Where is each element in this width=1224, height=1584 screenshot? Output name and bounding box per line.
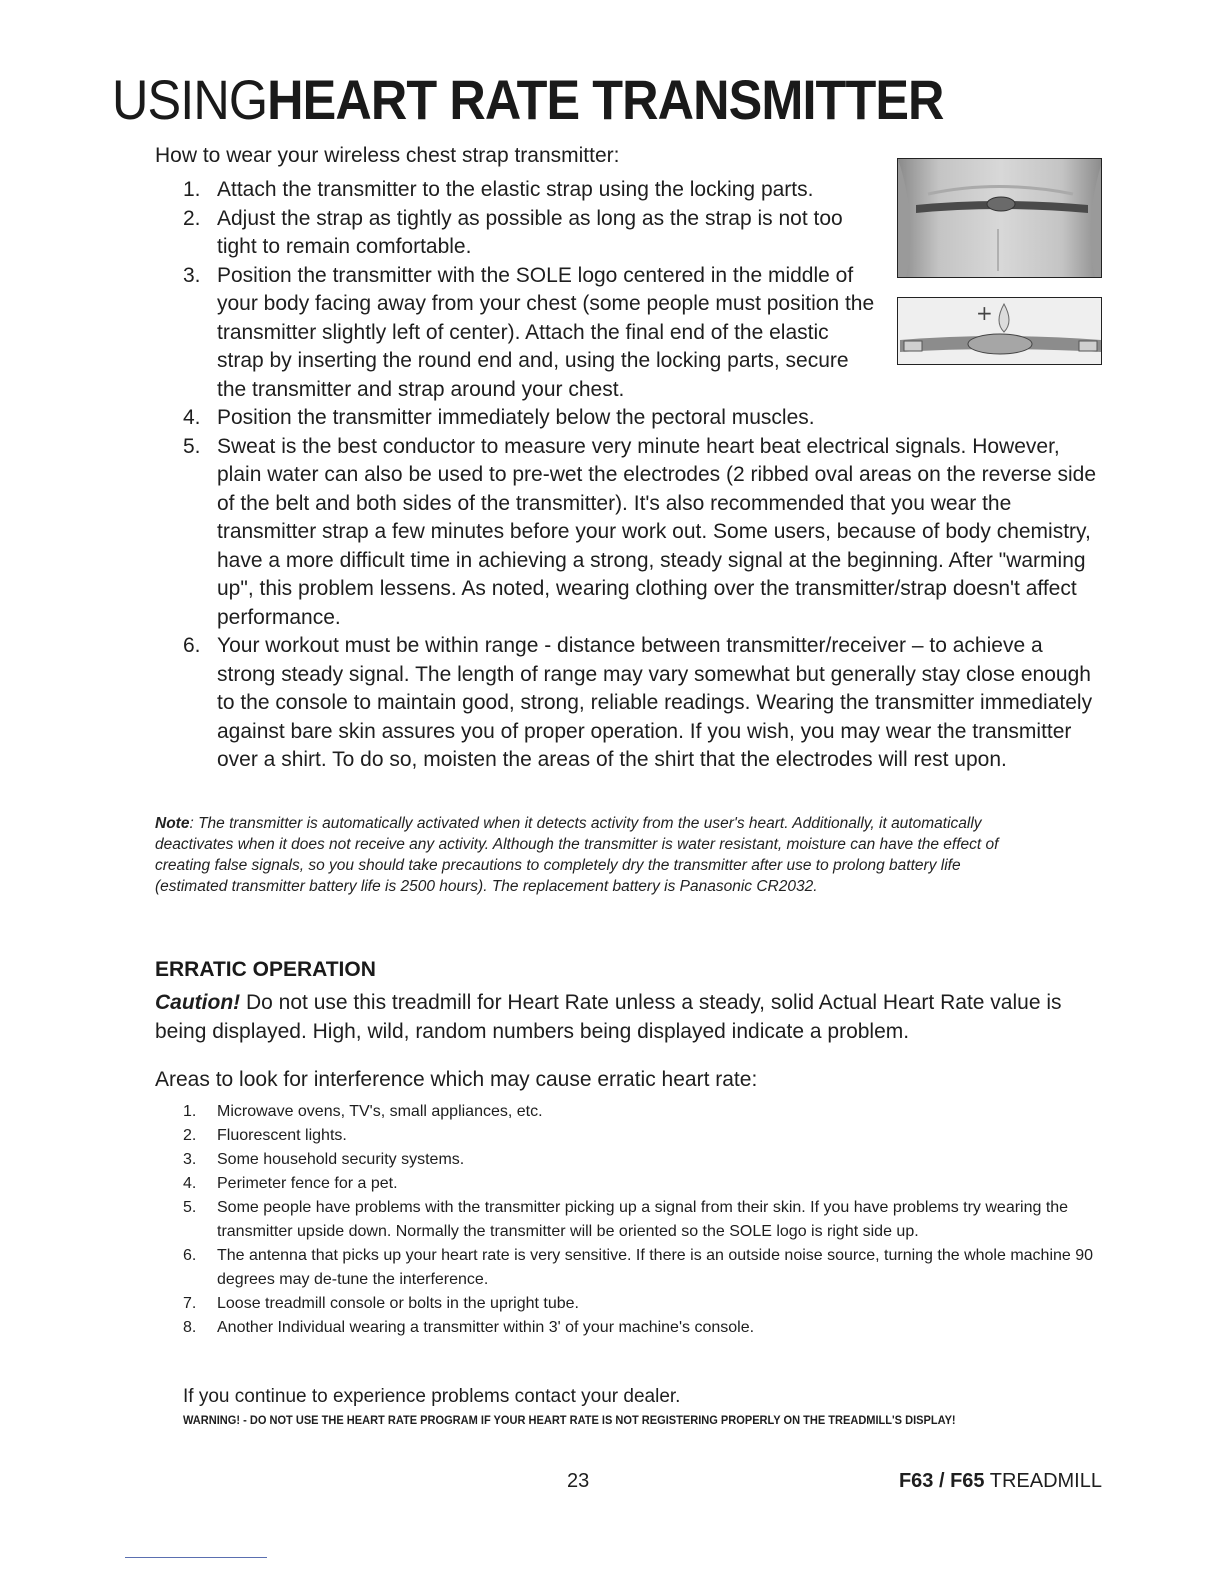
footer-rule bbox=[125, 1557, 267, 1558]
list-number: 1. bbox=[183, 178, 201, 201]
list-number: 3. bbox=[183, 263, 201, 287]
interference-intro: Areas to look for interference which may cause erratic heart rate: bbox=[155, 1068, 758, 1091]
plus-icon: + bbox=[976, 301, 993, 325]
list-text: Another Individual wearing a transmitter within 3' of your machine's console. bbox=[217, 1319, 755, 1336]
list-text: Perimeter fence for a pet. bbox=[217, 1175, 398, 1192]
note-paragraph bbox=[155, 813, 1035, 897]
list-number: 4. bbox=[183, 1175, 197, 1192]
title-bold: HEART RATE TRANSMITTER bbox=[267, 68, 944, 131]
list-item bbox=[155, 433, 1102, 633]
list-number: 1. bbox=[183, 1103, 197, 1120]
list-text: Fluorescent lights. bbox=[217, 1127, 347, 1144]
list-item bbox=[155, 1292, 1115, 1316]
list-text: Adjust the strap as tightly as possible as long as the strap is not too tight to remain comfortable. bbox=[217, 206, 843, 258]
list-item bbox=[155, 632, 1102, 775]
note-text: : The transmitter is automatically activated when it detects activity from the user's heart. Additionally, it automatically deactivates when it does not receive any activity. Although the transmitter is water resistant, moisture can have the effect of creating false signals, so you should take precautions to completely dry the transmitter after use to prolong battery life (estimated transmitter battery life is 2500 hours). The replacement battery is Panasonic CR2032. bbox=[155, 815, 999, 895]
list-text: Attach the transmitter to the elastic strap using the locking parts. bbox=[217, 178, 814, 201]
model-number: F63 / F65 bbox=[898, 1470, 985, 1492]
list-item bbox=[155, 1172, 1115, 1196]
title-light: USING bbox=[112, 68, 268, 131]
list-text: Position the transmitter with the SOLE logo centered in the middle of your body facing away from your chest (some people must position the transmitter slightly left of center). Attach the final end of the elastic strap by inserting the round end and, using the locking parts, secure the transmitter and strap around your chest. bbox=[217, 263, 875, 401]
list-text: Some people have problems with the transmitter picking up a signal from their skin. If you have problems try wearing the transmitter upside down. Normally the transmitter will be oriented so the SOLE logo is right side up. bbox=[217, 1199, 1069, 1240]
warning-text bbox=[183, 1411, 956, 1429]
list-item bbox=[155, 1196, 1115, 1244]
list-text: Some household security systems. bbox=[217, 1151, 465, 1168]
list-number: 6. bbox=[183, 634, 201, 657]
model-label: TREADMILL bbox=[984, 1470, 1102, 1492]
caution-paragraph bbox=[155, 988, 1115, 1046]
list-item bbox=[155, 205, 877, 262]
page-number: 23 bbox=[567, 1470, 590, 1492]
list-item bbox=[155, 1124, 1115, 1148]
list-text: Position the transmitter immediately below the pectoral muscles. bbox=[217, 406, 815, 429]
dealer-text: If you continue to experience problems contact your dealer. bbox=[183, 1386, 681, 1407]
list-number: 2. bbox=[183, 1127, 197, 1144]
list-item bbox=[155, 262, 877, 405]
erratic-operation-heading: ERRATIC OPERATION bbox=[155, 958, 376, 981]
list-text: Sweat is the best conductor to measure very minute heart beat electrical signals. However, plain water can also be used to pre-wet the electrodes (2 ribbed oval areas on the reverse side of the belt and both sides of the transmitter). It's also recommended that you wear the transmitter strap a few minutes before your work out. Some users, because of body chemistry, have a more difficult time in achieving a strong, steady signal at the beginning. After "warming up", this problem lessens. As noted, wearing clothing over the transmitter/strap doesn't affect performance. bbox=[217, 434, 1097, 629]
list-number: 8. bbox=[183, 1319, 197, 1336]
list-text: The antenna that picks up your heart rate is very sensitive. If there is an outside noise source, turning the whole machine 90 degrees may de-tune the interference. bbox=[217, 1247, 1094, 1288]
list-number: 5. bbox=[183, 1199, 197, 1216]
list-number: 6. bbox=[183, 1247, 197, 1264]
list-number: 4. bbox=[183, 406, 201, 429]
note-label: Note bbox=[155, 815, 190, 832]
list-item bbox=[155, 1244, 1115, 1292]
list-text: Microwave ovens, TV's, small appliances, etc. bbox=[217, 1103, 543, 1120]
list-item bbox=[155, 404, 937, 433]
list-text: Your workout must be within range - distance between transmitter/receiver – to achieve a strong steady signal. The length of range may vary somewhat but generally stay close enough to the console to maintain good, strong, reliable readings. Wearing the transmitter immediately against bare skin assures you of proper operation. If you wish, you may wear the transmitter over a shirt. To do so, moisten the areas of the shirt that the electrodes will rest upon. bbox=[217, 634, 1093, 771]
list-number: 2. bbox=[183, 206, 201, 230]
wear-instructions-list bbox=[155, 176, 1102, 775]
list-number: 5. bbox=[183, 434, 201, 458]
warning-body: - DO NOT USE THE HEART RATE PROGRAM IF YOUR HEART RATE IS NOT REGISTERING PROPERLY ON THE TREADMILL'S DISPLAY! bbox=[240, 1413, 956, 1427]
interference-list bbox=[155, 1100, 1115, 1340]
list-number: 7. bbox=[183, 1295, 197, 1312]
list-item bbox=[155, 176, 907, 205]
warning-label: WARNING! bbox=[183, 1413, 241, 1427]
caution-label: Caution! bbox=[155, 991, 241, 1014]
list-item bbox=[155, 1316, 1115, 1340]
intro-text: How to wear your wireless chest strap transmitter: bbox=[155, 144, 620, 167]
page-title bbox=[112, 70, 944, 130]
list-number: 3. bbox=[183, 1151, 197, 1168]
list-item bbox=[155, 1148, 1115, 1172]
list-text: Loose treadmill console or bolts in the upright tube. bbox=[217, 1295, 579, 1312]
caution-text: Do not use this treadmill for Heart Rate unless a steady, solid Actual Heart Rate value is being displayed. High, wild, random numbers being displayed indicate a problem. bbox=[155, 991, 1062, 1043]
list-item bbox=[155, 1100, 1115, 1124]
model-name bbox=[899, 1470, 1102, 1493]
